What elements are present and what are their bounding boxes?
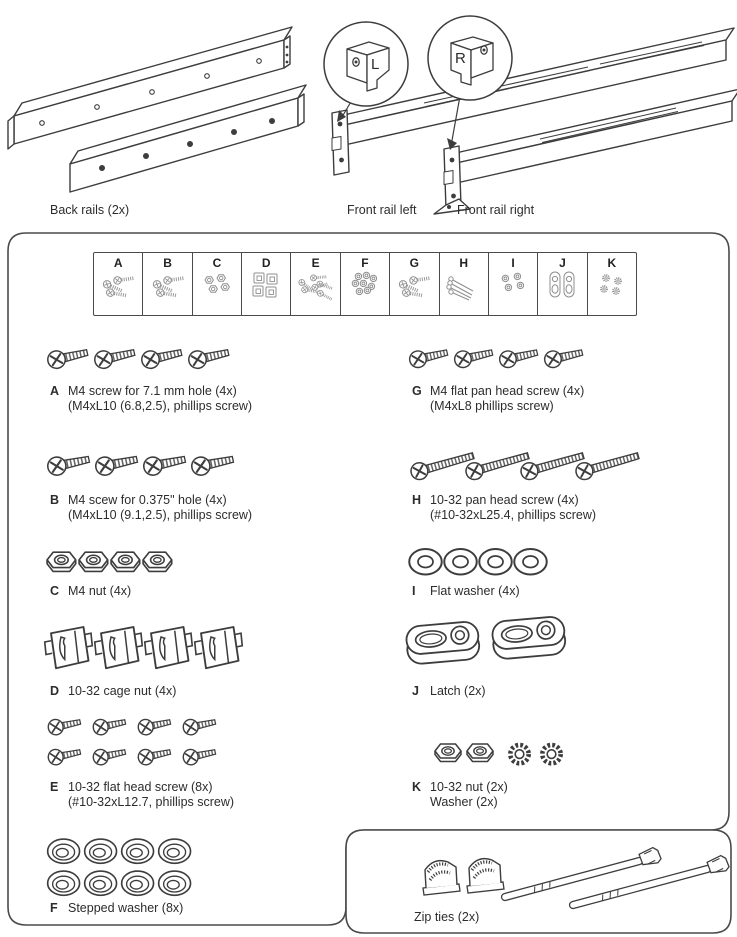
item-a-caption: A M4 screw for 7.1 mm hole (4x) (M4xL10 (6.8,2.5), phillips screw): [50, 384, 253, 413]
parts-box-outline: [8, 233, 729, 925]
small-screws-icon: [295, 271, 337, 302]
small-screws-icon: [147, 271, 189, 302]
item-d-caption: D 10-32 cage nut (4x): [50, 684, 177, 698]
back-rails-illustration: [8, 27, 306, 192]
item-f-caption: F Stepped washer (8x): [50, 901, 184, 915]
small-screws-icon: [393, 271, 435, 302]
small-screws-icon: [97, 271, 139, 302]
front-rail-right-label: Front rail right: [457, 203, 535, 217]
item-c-caption: C M4 nut (4x): [50, 584, 132, 598]
callout-right-detail: [428, 16, 512, 150]
left-rail-marker: L: [371, 56, 380, 73]
tray-cell-k: K: [587, 253, 636, 315]
item-g-caption: G M4 flat pan head screw (4x) (M4xL8 phillips screw): [412, 384, 585, 413]
small-nuts-icon: [196, 271, 238, 302]
item-b-caption: B M4 scew for 0.375" hole (4x) (M4xL10 (9.1,2.5), phillips screw): [50, 493, 253, 522]
item-e-caption: E 10-32 flat head screw (8x) (#10-32xL12.7, phillips screw): [50, 780, 235, 809]
item-i-caption: I Flat washer (4x): [412, 584, 520, 598]
long-screws-icon: [443, 271, 485, 302]
tray-cell-b: B: [142, 253, 191, 315]
parts-tray: [93, 252, 637, 316]
washers-icon: [344, 271, 386, 302]
tray-cell-g: G: [389, 253, 438, 315]
tray-cell-i: I: [488, 253, 537, 315]
tray-cell-j: J: [537, 253, 586, 315]
zip-ties-label: Zip ties (2x): [414, 910, 480, 924]
item-j-caption: J Latch (2x): [412, 684, 486, 698]
front-rail-left-label: Front rail left: [347, 203, 417, 217]
tray-cell-d: D: [241, 253, 290, 315]
item-k-caption: K 10-32 nut (2x) Washer (2x): [412, 780, 508, 809]
washers-icon: [492, 271, 534, 302]
tray-cell-h: H: [439, 253, 488, 315]
back-rails-label: Back rails (2x): [50, 203, 130, 217]
latches-icon: [541, 271, 583, 302]
tray-cell-a: A: [94, 253, 142, 315]
tray-cell-f: F: [340, 253, 389, 315]
item-h-caption: H 10-32 pan head screw (4x) (#10-32xL25.4, phillips screw): [412, 493, 597, 522]
tray-cell-c: C: [192, 253, 241, 315]
right-rail-marker: R: [455, 50, 466, 67]
cage-nuts-icon: [245, 271, 287, 302]
nuts-washers-icon: [591, 271, 633, 302]
tray-cell-e: E: [290, 253, 339, 315]
